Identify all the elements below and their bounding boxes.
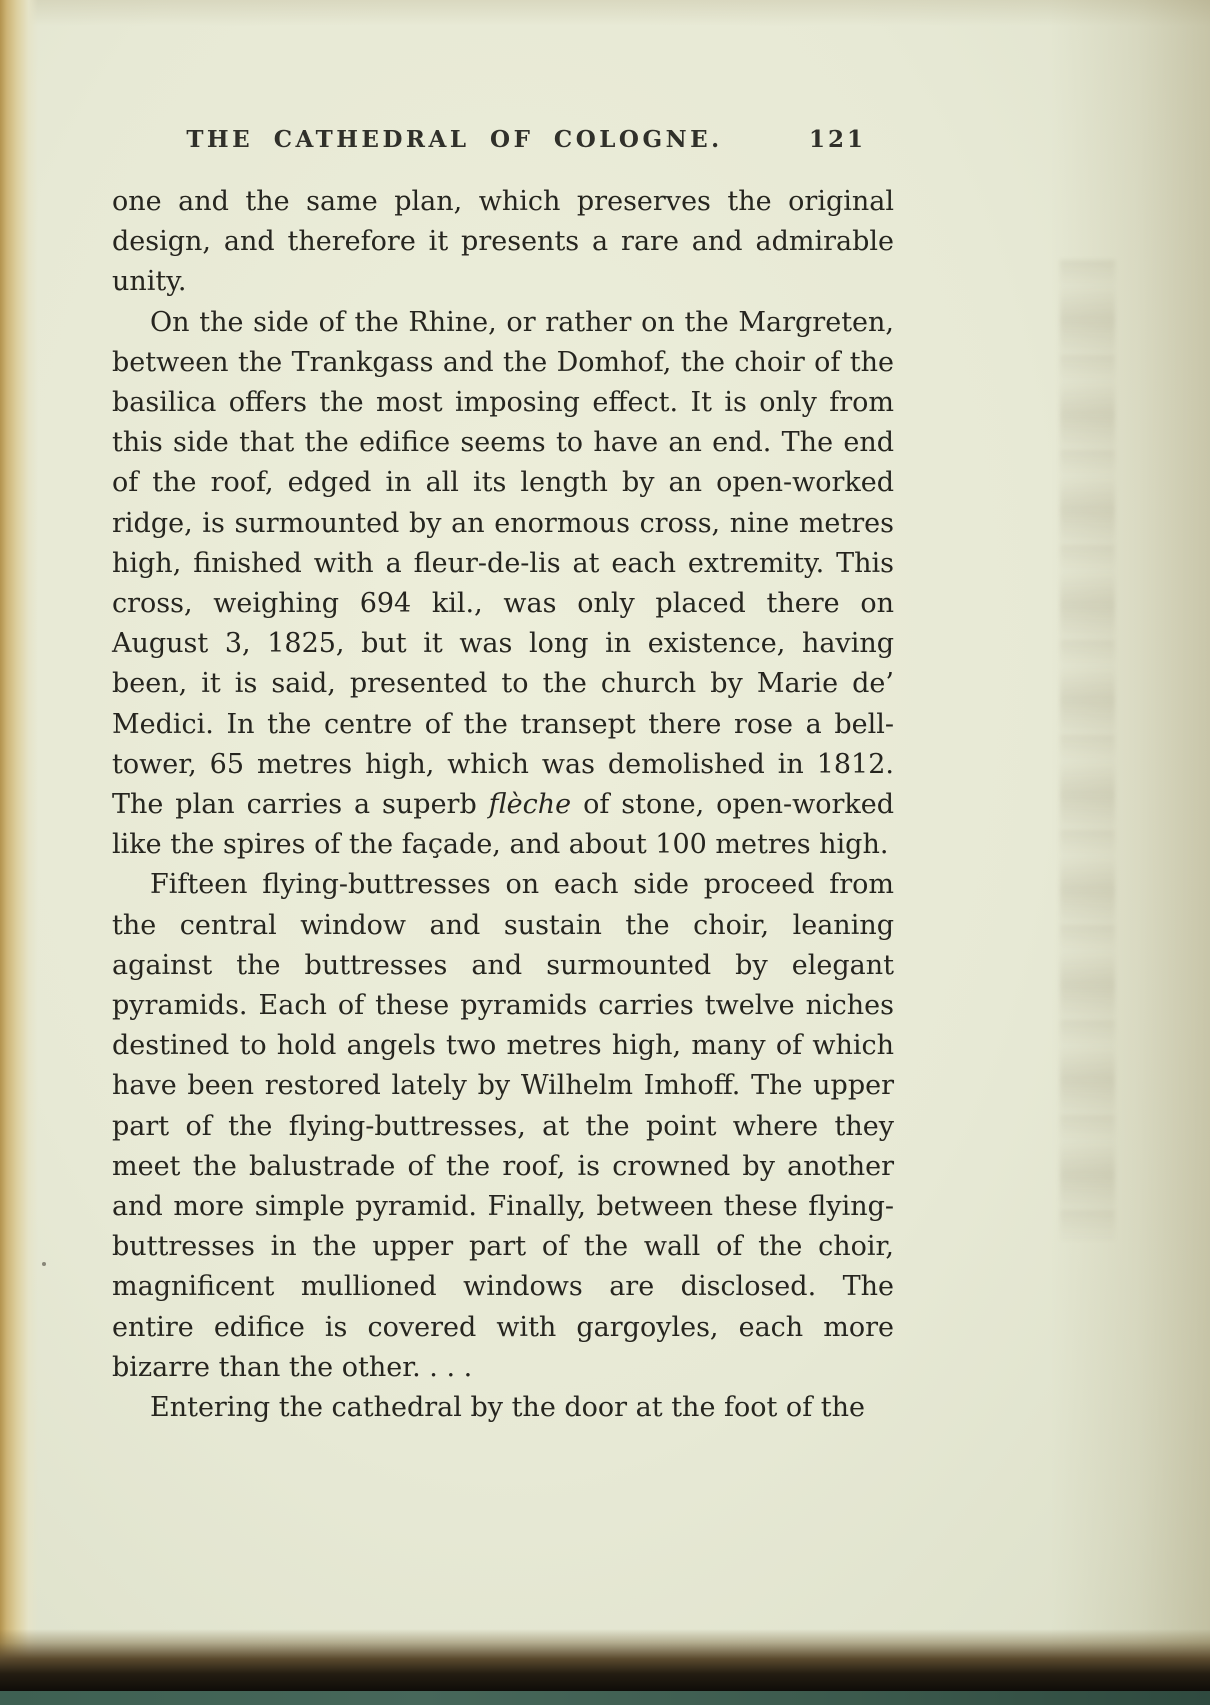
paragraph [112,1388,894,1428]
paragraph [112,865,894,1388]
text-run: one and the same plan, which preserves the original design, and therefore it presents a rare and admirable unity. [112,186,894,298]
paragraph [112,303,894,866]
italic-text-run: flèche [488,789,572,821]
scan-surface-strip [0,1691,1210,1705]
page-title: THE CATHEDRAL OF COLOGNE. [186,126,723,153]
page-header [112,126,892,153]
ink-dot-artifact [42,1262,46,1266]
page-bottom-edge-shadow [0,1629,1210,1691]
text-run: Entering the cathedral by the door at the foot of the [150,1392,865,1424]
text-block [112,182,894,1428]
book-gutter-edge [0,0,38,1705]
text-run: Fifteen flying-buttresses on each side proceed from the central window and sustain the choir, leaning against the buttresses and surmounted by elegant pyramids. Each of these pyramids carries twelve niches destined to hold angels two metres high, many of which have been restored lately by Wilhelm Imhoff. The upper part of the flying-buttresses, at the point where they meet the balustrade of the roof, is crowned by another and more simple pyramid. Finally, between these flying-buttresses in the upper part of the wall of the choir, magnificent mullioned windows are disclosed. The entire edifice is covered with gargoyles, each more bizarre than the other. . . . [112,869,894,1383]
page-number: 121 [808,126,866,153]
text-run: On the side of the Rhine, or rather on the Margreten, between the Trankgass and the Domhof, the choir of the basilica offers the most imposing effect. It is only from this side that the edifice seems to have an end. The end of the roof, edged in all its length by an open-worked ridge, is surmounted by an enormous cross, nine metres high, finished with a fleur-de-lis at each extremity. This cross, weighing 694 kil., was only placed there on August 3, 1825, but it was long in existence, having been, it is said, presented to the church by Marie de’ Medici. In the centre of the transept there rose a bell-tower, 65 metres high, which was demolished in 1812. The plan carries a superb [112,306,894,821]
paragraph [112,182,894,303]
page-right-smudge [1060,260,1115,1240]
page-top-shading [0,0,1210,26]
text-run: of stone, open-worked like the spires of the façade, and about 100 metres high. [112,789,894,861]
